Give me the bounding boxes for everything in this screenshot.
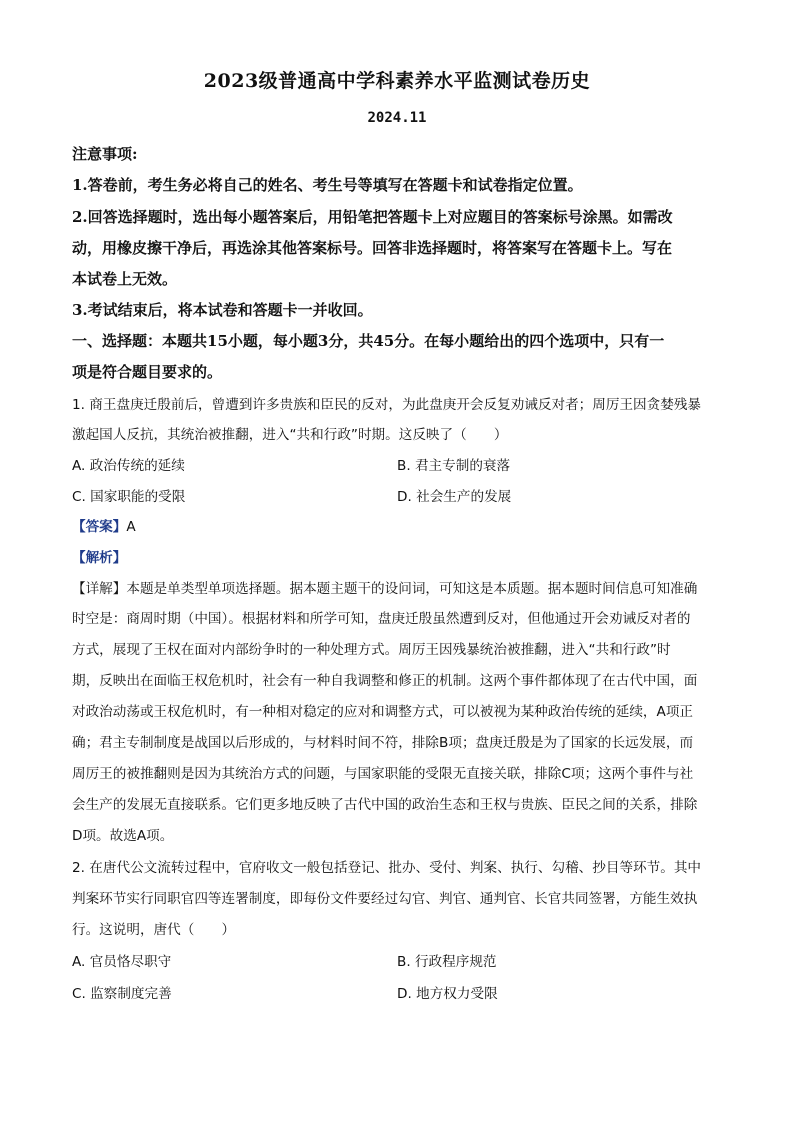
q1-stem-line-1: 1. 商王盘庚迁殷前后，曾遭到许多贵族和臣民的反对，为此盘庚开会反复劝诫反对者；周厉王因贪婪残暴: [72, 397, 702, 413]
q1-stem-line-2: 激起国人反抗，其统治被推翻，进入“共和行政”时期。这反映了（ ）: [72, 427, 508, 443]
note-line-2: 2.回答选择题时，选出每小题答案后，用铅笔把答题卡上对应题目的答案标号涂黑。如需改: [72, 208, 673, 226]
note-line-1: 1.答卷前，考生务必将自己的姓名、考生号等填写在答题卡和试卷指定位置。: [72, 176, 583, 194]
note-line-4: 本试卷上无效。: [72, 270, 178, 288]
section-heading-line-1: 一、选择题：本题共15小题，每小题3分，共45分。在每小题给出的四个选项中，只有一: [72, 332, 665, 350]
q1-analysis-line: [72, 546, 722, 566]
q1-option-d: D. 社会生产的发展: [397, 489, 512, 505]
q2-stem-line-3: 行。这说明，唐代（ ）: [72, 922, 236, 938]
q1-detail-line-3: 方式，展现了王权在面对内部纷争时的一种处理方式。周厉王因残暴统治被推翻，进入“共和行政”时: [72, 642, 671, 658]
q2-option-d: D. 地方权力受限: [397, 986, 498, 1002]
q2-option-a: A. 官员恪尽职守: [72, 954, 172, 970]
analysis-tag: 【解析】: [72, 550, 127, 566]
q1-option-a: A. 政治传统的延续: [72, 458, 185, 474]
page-title: 2023级普通高中学科素养水平监测试卷历史: [203, 70, 591, 92]
notes-heading: 注意事项:: [72, 145, 138, 163]
q2-option-b: B. 行政程序规范: [397, 954, 497, 970]
q2-option-c: C. 监察制度完善: [72, 986, 172, 1002]
note-line-3: 动，用橡皮擦干净后，再选涂其他答案标号。回答非选择题时，将答案写在答题卡上。写在: [72, 239, 673, 257]
q1-answer: A: [126, 519, 136, 535]
exam-date: 2024.11: [367, 110, 427, 126]
q1-detail-line-4: 期，反映出在面临王权危机时，社会有一种自我调整和修正的机制。这两个事件都体现了在古代中国，面: [72, 673, 698, 689]
q1-detail-line-2: 时空是：商周时期（中国）。根据材料和所学可知，盘庚迁殷虽然遭到反对，但他通过开会劝诫反对者的: [72, 611, 691, 627]
q1-detail-line-5: 对政治动荡或王权危机时，有一种相对稳定的应对和调整方式，可以被视为某种政治传统的延续，A项正: [72, 704, 694, 720]
section-heading-line-2: 项是符合题目要求的。: [72, 363, 223, 381]
answer-tag: 【答案】: [72, 519, 127, 535]
q2-stem-line-1: 2. 在唐代公文流转过程中，官府收文一般包括登记、批办、受付、判案、执行、勾稽、抄目等环节。其中: [72, 860, 702, 876]
q1-answer-line: [72, 515, 722, 535]
q2-stem-line-2: 判案环节实行同职官四等连署制度，即每份文件要经过勾官、判官、通判官、长官共同签署，方能生效执: [72, 891, 698, 907]
q1-option-b: B. 君主专制的衰落: [397, 458, 511, 474]
q1-detail-line-9: D项。故选A项。: [72, 828, 174, 844]
note-line-5: 3.考试结束后，将本试卷和答题卡一并收回。: [72, 301, 373, 319]
q1-detail-line-1: 【详解】本题是单类型单项选择题。据本题主题干的设问词，可知这是本质题。据本题时间信息可知准确: [72, 581, 698, 597]
q1-option-c: C. 国家职能的受限: [72, 489, 186, 505]
q1-detail-line-8: 会生产的发展无直接联系。它们更多地反映了古代中国的政治生态和王权与贵族、臣民之间的关系，排除: [72, 797, 698, 813]
q1-detail-line-6: 确；君主专制制度是战国以后形成的，与材料时间不符，排除B项；盘庚迁殷是为了国家的长远发展，而: [72, 735, 694, 751]
q1-detail-line-7: 周厉王的被推翻则是因为其统治方式的问题，与国家职能的受限无直接关联，排除C项；这两个事件与社: [72, 766, 694, 782]
